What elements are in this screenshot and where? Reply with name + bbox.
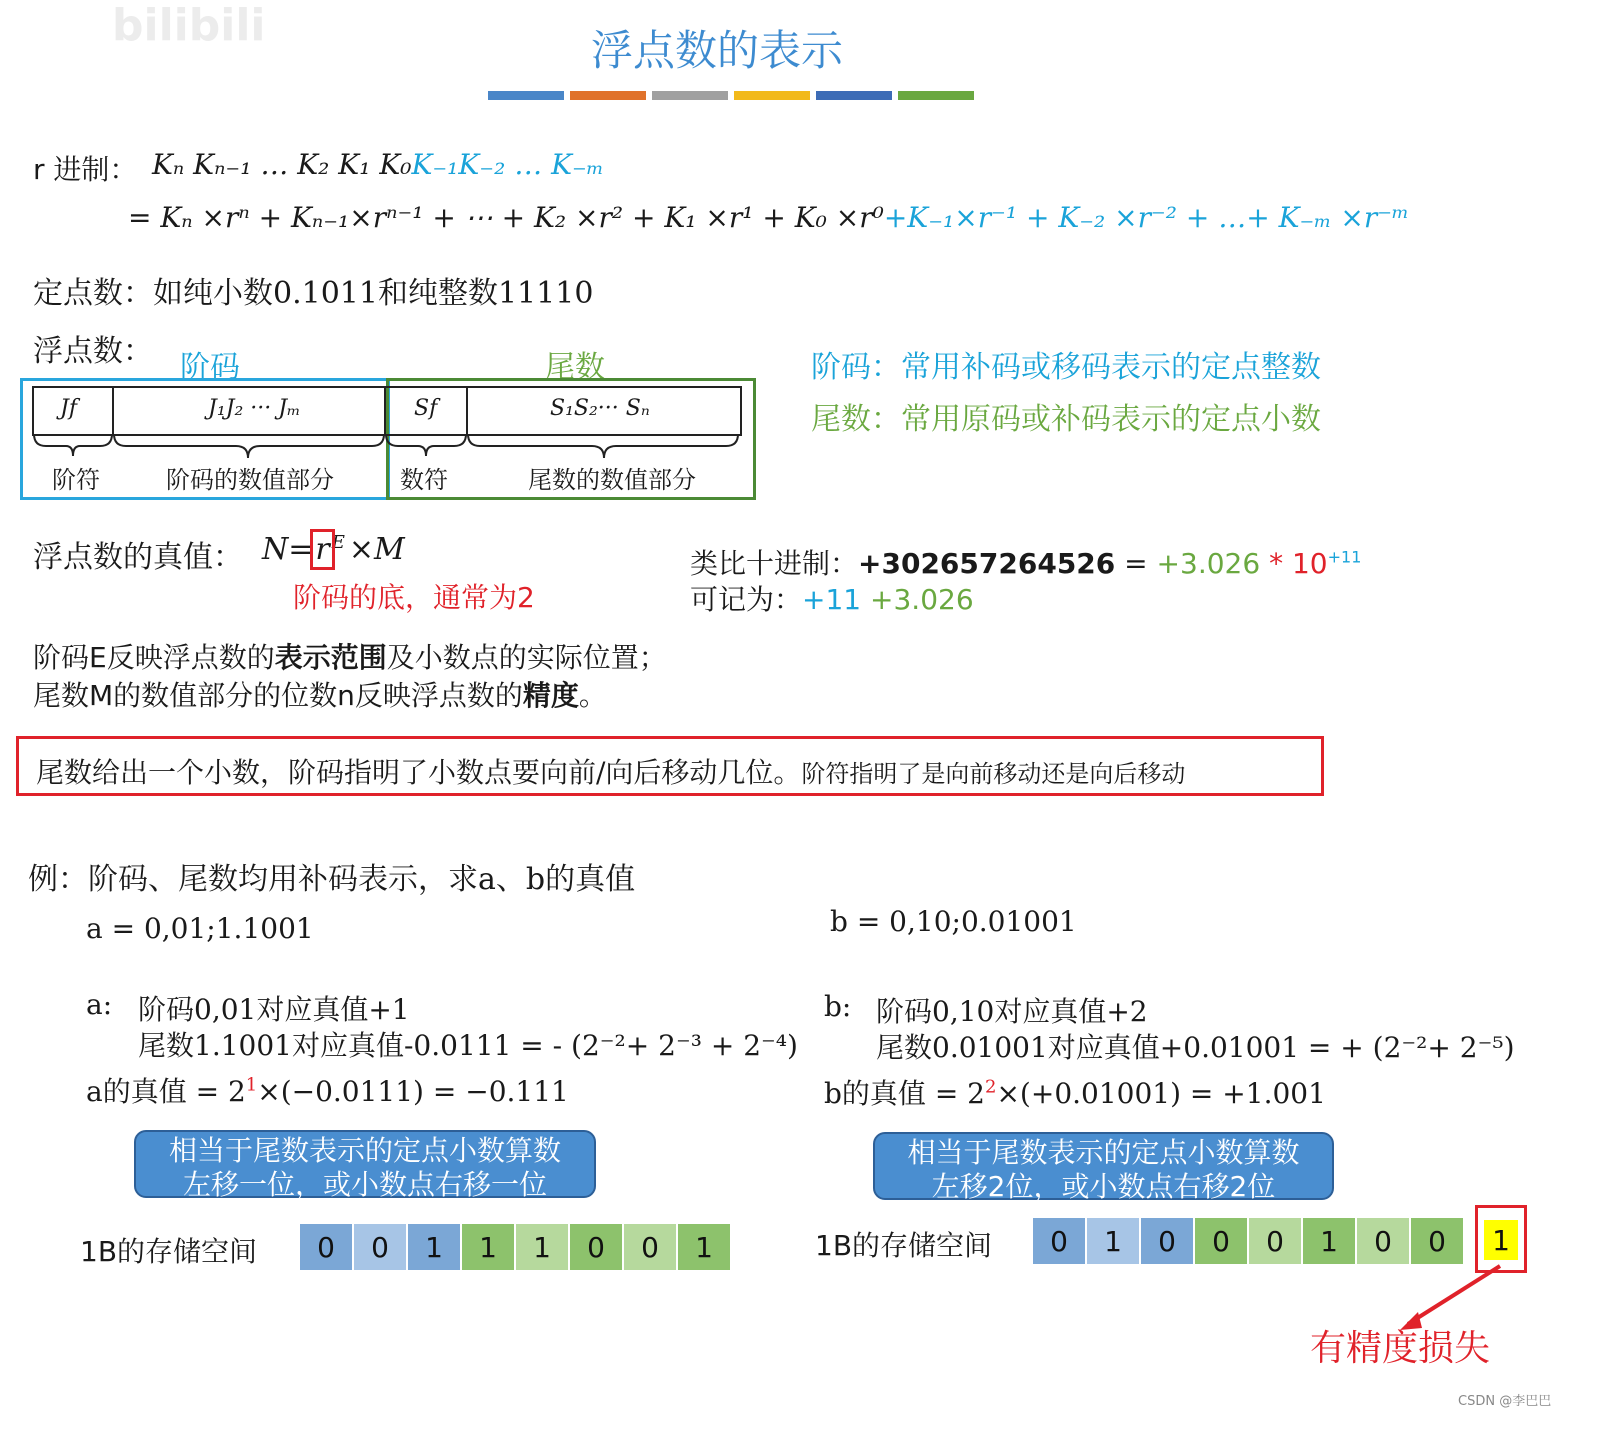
float-label: 浮点数：	[33, 334, 153, 369]
meaning-2a: 尾数M的数值部分的位数n反映浮点数的	[33, 679, 523, 712]
b-true-post: ×(+0.01001) = +1.001	[996, 1077, 1326, 1110]
meaning-2b: 精度	[522, 679, 579, 712]
brace-mant-sign	[386, 434, 466, 456]
a-exp-line: 阶码0,01对应真值+1	[138, 993, 410, 1026]
formula-exponent: E	[331, 532, 345, 553]
title-bar-segment	[816, 91, 892, 100]
b-bit-cell: 1	[1303, 1218, 1355, 1264]
a-bubble-line-1: 相当于尾数表示的定点小数算数	[168, 1134, 561, 1167]
b-exp-line: 阶码0,10对应真值+2	[876, 995, 1148, 1028]
a-bit-cell: 0	[624, 1224, 676, 1270]
a-definition: a = 0,01;1.1001	[86, 912, 314, 945]
b-bubble-line-1: 相当于尾数表示的定点小数算数	[907, 1136, 1300, 1169]
b-label: b:	[824, 990, 852, 1023]
page-title: 浮点数的表示	[591, 26, 844, 75]
a-bubble-line-2: 左移一位，或小数点右移一位	[182, 1168, 547, 1201]
sbits-cell: S₁S₂··· Sₙ	[550, 396, 650, 421]
brace-exp-sign	[34, 434, 112, 456]
b-bit-cell: 0	[1033, 1218, 1085, 1264]
radix-int-digits: Kₙ Kₙ₋₁ … K₂ K₁ K₀	[152, 148, 412, 181]
exp-value-label: 阶码的数值部分	[166, 466, 334, 494]
analogy-times-ten: * 10	[1269, 547, 1328, 580]
a-true-post: ×(−0.0111) = −0.111	[257, 1075, 569, 1108]
key-point-text	[36, 751, 1185, 791]
brace-mant-value	[468, 434, 738, 458]
b-bit-cell: 0	[1195, 1218, 1247, 1264]
formula-base: r	[315, 532, 330, 567]
b-bit-cell: 0	[1357, 1218, 1409, 1264]
b-storage-cells	[1033, 1218, 1465, 1264]
b-definition: b = 0,10;0.01001	[830, 905, 1077, 938]
key-point-part2: 阶符指明了是向前移动还是向后移动	[801, 760, 1186, 788]
meaning-1a: 阶码E反映浮点数的	[33, 641, 275, 674]
a-bit-cell: 1	[462, 1224, 514, 1270]
b-storage-label: 1B的存储空间	[815, 1229, 993, 1262]
a-true-exp: 1	[245, 1074, 258, 1096]
true-value-formula	[262, 532, 405, 567]
analogy-mantissa: +3.026	[1156, 547, 1261, 580]
a-storage-label: 1B的存储空间	[80, 1235, 258, 1268]
exp-title: 阶码	[180, 350, 240, 385]
mant-title: 尾数	[545, 350, 605, 385]
a-bit-cell: 1	[516, 1224, 568, 1270]
radix-label: r 进制：	[33, 153, 138, 186]
meaning-1b: 表示范围	[274, 641, 387, 674]
b-bit-cell: 0	[1141, 1218, 1193, 1264]
formula-mantissa: ×M	[348, 532, 405, 567]
a-bit-cell: 0	[570, 1224, 622, 1270]
record-as	[690, 578, 974, 618]
b-bit-cell: 1	[1087, 1218, 1139, 1264]
record-label: 可记为：	[690, 583, 803, 616]
record-exponent: +11	[802, 583, 862, 616]
true-value-label: 浮点数的真值：	[33, 540, 243, 575]
b-bit-cell: 0	[1411, 1218, 1463, 1264]
radix-frac-expansion: +K₋₁×r⁻¹ + K₋₂ ×r⁻² + …+ K₋ₘ ×r⁻ᵐ	[883, 201, 1410, 234]
overflow-bit: 1	[1484, 1220, 1518, 1260]
a-bit-cell: 1	[408, 1224, 460, 1270]
a-callout-bubble	[134, 1130, 596, 1201]
exp-sign-label: 阶符	[52, 466, 100, 494]
b-true-pre: b的真值 = 2	[824, 1077, 986, 1110]
a-bit-cell: 0	[354, 1224, 406, 1270]
analogy-equals: =	[1124, 547, 1148, 580]
b-bubble-line-2: 左移2位，或小数点右移2位	[931, 1170, 1276, 1203]
exp-note: 阶码：常用补码或移码表示的定点整数	[811, 350, 1321, 385]
meaning-line-1	[33, 636, 667, 676]
analogy-label: 类比十进制：	[690, 547, 859, 580]
a-label: a:	[86, 988, 113, 1021]
analogy-exponent: +11	[1327, 547, 1362, 567]
b-mant-line: 尾数0.01001对应真值+0.01001 = + (2⁻²+ 2⁻⁵)	[876, 1031, 1515, 1064]
a-mant-line: 尾数1.1001对应真值-0.0111 = - (2⁻²+ 2⁻³ + 2⁻⁴)	[138, 1029, 798, 1062]
b-callout-bubble	[873, 1132, 1334, 1203]
a-true-value	[86, 1070, 569, 1110]
mant-sign-label: 数符	[400, 466, 448, 494]
formula-n: N=	[262, 532, 314, 567]
radix-frac-digits: K₋₁K₋₂ … K₋ₘ	[411, 148, 604, 181]
b-true-value	[824, 1072, 1326, 1112]
sf-cell: Sf	[414, 396, 438, 421]
meaning-line-2	[33, 674, 607, 714]
analogy-number: +302657264526	[858, 547, 1116, 580]
brace-exp-value	[114, 434, 384, 458]
csdn-watermark: CSDN @李巴巴	[1458, 1394, 1552, 1409]
precision-loss-note: 有精度损失	[1310, 1328, 1491, 1369]
jbits-cell: J₁J₂ ··· Jₘ	[208, 396, 301, 421]
b-true-exp: 2	[985, 1076, 997, 1098]
mant-value-label: 尾数的数值部分	[528, 466, 696, 494]
decimal-analogy	[690, 542, 1361, 582]
record-mantissa: +3.026	[870, 583, 974, 616]
format-braces	[0, 0, 760, 470]
a-true-pre: a的真值 = 2	[86, 1075, 246, 1108]
key-point-part1: 尾数给出一个小数，阶码指明了小数点要向前/向后移动几位。	[36, 756, 802, 789]
jf-cell: Jf	[60, 396, 77, 421]
base-note: 阶码的底，通常为2	[293, 581, 535, 614]
a-storage-cells	[300, 1224, 732, 1270]
a-bit-cell: 0	[300, 1224, 352, 1270]
radix-int-expansion: = Kₙ ×rⁿ + Kₙ₋₁×rⁿ⁻¹ + ⋯ + K₂ ×r² + K₁ ×r¹ + K₀ ×r⁰	[128, 201, 884, 234]
title-bar-segment	[898, 91, 974, 100]
fixed-point-text: 定点数：如纯小数0.1011和纯整数11110	[33, 276, 594, 311]
meaning-2c: 。	[578, 679, 607, 712]
bilibili-watermark: bilibili	[112, 0, 266, 51]
b-bit-cell: 0	[1249, 1218, 1301, 1264]
mant-note: 尾数：常用原码或补码表示的定点小数	[811, 402, 1321, 437]
example-prompt: 例：阶码、尾数均用补码表示，求a、b的真值	[28, 862, 636, 897]
a-bit-cell: 1	[678, 1224, 730, 1270]
meaning-1c: 及小数点的实际位置；	[386, 641, 667, 674]
